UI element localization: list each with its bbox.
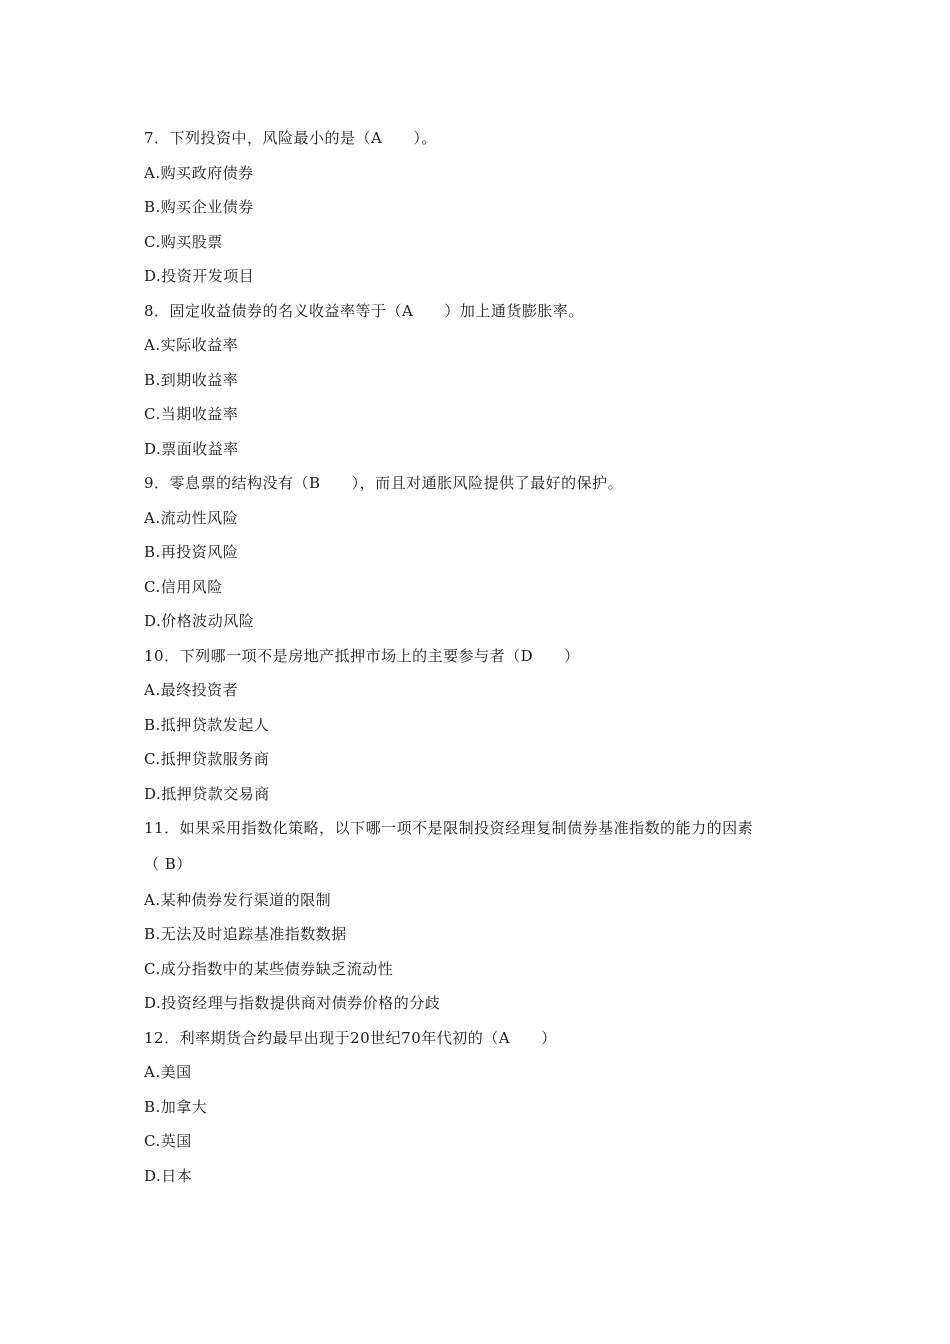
option-a: A.某种债券发行渠道的限制 bbox=[144, 890, 332, 909]
question-stem: 8．固定收益债券的名义收益率等于（A ）加上通货膨胀率。 bbox=[144, 301, 584, 320]
option-c: C.成分指数中的某些债券缺乏流动性 bbox=[144, 959, 394, 978]
option-b: B.购买企业债券 bbox=[144, 198, 254, 216]
option-c: C.信用风险 bbox=[144, 577, 223, 596]
option-a: A.美国 bbox=[144, 1063, 192, 1081]
option-b: B.抵押贷款发起人 bbox=[144, 715, 270, 734]
option-d: D.日本 bbox=[144, 1166, 193, 1185]
question-stem: 9．零息票的结构没有（B ），而且对通胀风险提供了最好的保护。 bbox=[144, 474, 624, 492]
option-c: C.购买股票 bbox=[144, 232, 223, 251]
option-c: C.当期收益率 bbox=[144, 405, 239, 423]
option-c: C.英国 bbox=[144, 1132, 192, 1150]
question-8 bbox=[144, 294, 824, 467]
question-10 bbox=[144, 639, 824, 812]
question-stem: 7．下列投资中，风险最小的是（A ）。 bbox=[144, 129, 437, 147]
option-b: B.无法及时追踪基准指数数据 bbox=[144, 925, 347, 943]
question-stem: 11．如果采用指数化策略，以下哪一项不是限制投资经理复制债券基准指数的能力的因素 bbox=[144, 819, 754, 837]
option-d: D.票面收益率 bbox=[144, 439, 239, 458]
option-c: C.抵押贷款服务商 bbox=[144, 750, 270, 768]
question-stem: 12．利率期货合约最早出现于20世纪70年代初的（A ） bbox=[144, 1028, 557, 1047]
question-12 bbox=[144, 1021, 824, 1194]
option-d: D.投资经理与指数提供商对债券价格的分歧 bbox=[144, 994, 441, 1012]
option-a: A.流动性风险 bbox=[144, 508, 239, 527]
question-stem: 10．下列哪一项不是房地产抵押市场上的主要参与者（D ） bbox=[144, 646, 580, 665]
option-b: B.加拿大 bbox=[144, 1097, 208, 1116]
option-a: A.最终投资者 bbox=[144, 681, 239, 699]
option-d: D.价格波动风险 bbox=[144, 612, 255, 630]
question-answer-continuation: （ B） bbox=[144, 854, 192, 873]
question-11 bbox=[144, 811, 824, 1021]
question-7 bbox=[144, 121, 824, 294]
option-a: A.购买政府债券 bbox=[144, 163, 254, 182]
option-b: B.到期收益率 bbox=[144, 370, 239, 389]
option-d: D.抵押贷款交易商 bbox=[144, 784, 270, 803]
exam-page bbox=[144, 121, 824, 1193]
option-b: B.再投资风险 bbox=[144, 543, 239, 561]
option-d: D.投资开发项目 bbox=[144, 267, 255, 285]
option-a: A.实际收益率 bbox=[144, 336, 239, 354]
question-9 bbox=[144, 466, 824, 639]
